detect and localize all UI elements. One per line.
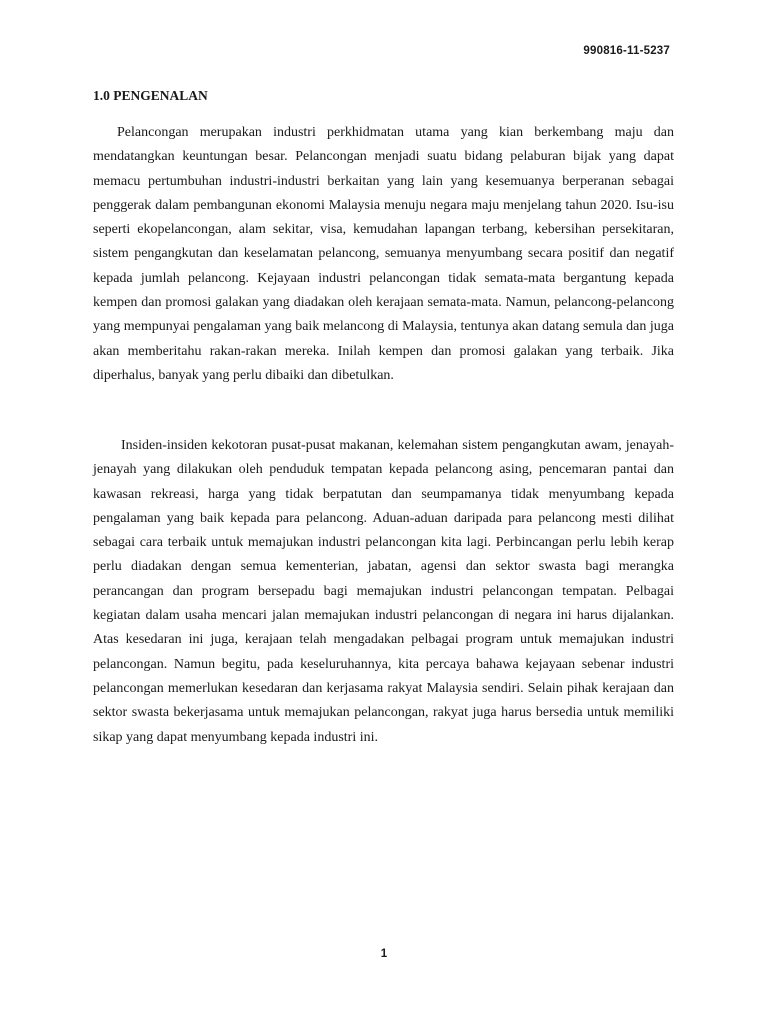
student-id-number: 990816-11-5237 <box>583 45 670 57</box>
paragraph-1: Pelancongan merupakan industri perkhidmatan utama yang kian berkembang maju dan mendatangkan keuntungan besar. Pelancongan menjadi suatu bidang pelaburan bijak yang dapat memacu pertumbuhan industri-industri berkaitan yang lain yang kesemuanya berperanan sebagai penggerak dalam pembangunan ekonomi Malaysia menuju negara maju menjelang tahun 2020. Isu-isu seperti ekopelancongan, alam sekitar, visa, kemudahan lapangan terbang, kebersihan persekitaran, sistem pengangkutan dan keselamatan pelancong, semuanya menyumbang secara positif dan negatif kepada jumlah pelancong. Kejayaan industri pelancongan tidak semata-mata bergantung kepada kempen dan promosi galakan yang diadakan oleh kerajaan semata-mata. Namun, pelancong-pelancong yang mempunyai pengalaman yang baik melancong di Malaysia, tentunya akan datang semula dan juga akan memberitahu rakan-rakan mereka. Inilah kempen dan promosi galakan yang terbaik. Jika diperhalus, banyak yang perlu dibaiki dan dibetulkan. <box>93 125 674 383</box>
page-number: 1 <box>380 948 388 960</box>
section-heading: 1.0 PENGENALAN <box>93 88 208 103</box>
paragraph-2: Insiden-insiden kekotoran pusat-pusat makanan, kelemahan sistem pengangkutan awam, jenayah-jenayah yang dilakukan oleh penduduk tempatan kepada pelancong asing, pencemaran pantai dan kawasan rekreasi, harga yang tidak berpatutan dan seumpamanya tidak menyumbang kepada pengalaman yang baik kepada para pelancong. Aduan-aduan daripada para pelancong mesti dilihat sebagai cara terbaik untuk memajukan industri pelancongan kita lagi. Perbincangan perlu lebih kerap perlu diadakan dengan semua kementerian, jabatan, agensi dan sektor swasta bagi merangka perancangan dan program bersepadu bagi memajukan industri pelancongan tempatan. Pelbagai kegiatan dalam usaha mencari jalan memajukan industri pelancongan di negara ini harus dijalankan. Atas kesedaran ini juga, kerajaan telah mengadakan pelbagai program untuk memajukan industri pelancongan. Namun begitu, pada keseluruhannya, kita percaya bahawa kejayaan sebenar industri pelancongan memerlukan kesedaran dan kerjasama rakyat Malaysia sendiri. Selain pihak kerajaan dan sektor swasta bekerjasama untuk memajukan pelancongan, rakyat juga harus bersedia untuk memiliki sikap yang dapat menyumbang kepada industri ini. <box>93 438 674 745</box>
